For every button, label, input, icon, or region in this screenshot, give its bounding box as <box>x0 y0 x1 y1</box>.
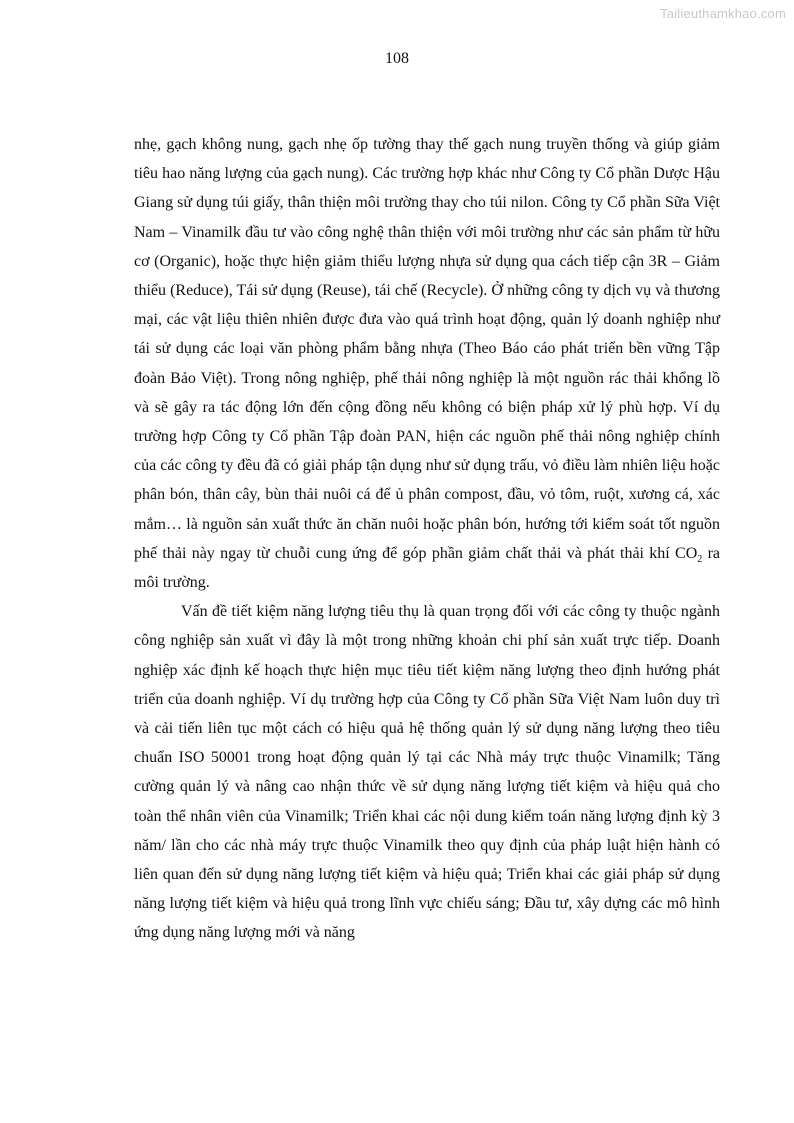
watermark: Tailieuthamkhao.com <box>660 6 786 21</box>
paragraph-1-text-end: ra môi trường. <box>134 544 720 592</box>
document-body <box>134 130 720 948</box>
co2-subscript: 2 <box>697 554 703 566</box>
paragraph-1-text: nhẹ, gạch không nung, gạch nhẹ ốp tường thay thế gạch nung truyền thống và giúp giảm tiêu hao năng lượng của gạch nung). Các trường hợp khác như Công ty Cổ phần Dược Hậu Giang sử dụng túi giấy, thân thiện môi trường thay cho túi nilon. Công ty Cổ phần Sữa Việt Nam – Vinamilk đầu tư vào công nghệ thân thiện với môi trường như các sản phẩm từ hữu cơ (Organic), hoặc thực hiện giảm thiểu lượng nhựa sử dụng qua cách tiếp cận 3R – Giảm thiểu (Reduce), Tái sử dụng (Reuse), tái chế (Recycle). Ở những công ty dịch vụ và thương mại, các vật liệu thiên nhiên được đưa vào quá trình hoạt động, quản lý doanh nghiệp như tái sử dụng các loại văn phòng phẩm bằng nhựa (Theo Báo cáo phát triển bền vững Tập đoàn Bảo Việt). Trong nông nghiệp, phế thải nông nghiệp là một nguồn rác thải khổng lồ và sẽ gây ra tác động lớn đến cộng đồng nếu không có biện pháp xử lý phù hợp. Ví dụ trường hợp Công ty Cổ phần Tập đoàn PAN, hiện các nguồn phế thải nông nghiệp chính của các công ty đều đã có giải pháp tận dụng như sử dụng trấu, vỏ điều làm nhiên liệu hoặc phân bón, thân cây, bùn thải nuôi cá để ủ phân compost, đầu, vỏ tôm, ruột, xương cá, xác mắm… là nguồn sản xuất thức ăn chăn nuôi hoặc phân bón, hướng tới kiểm soát tốt nguồn phế thải này ngay từ chuỗi cung ứng để góp phần giảm chất thải và phát thải khí CO <box>134 136 720 562</box>
page-number: 108 <box>385 50 409 67</box>
paragraph-2: Vấn đề tiết kiệm năng lượng tiêu thụ là quan trọng đối với các công ty thuộc ngành công nghiệp sản xuất vì đây là một trong những khoản chi phí sản xuất trực tiếp. Doanh nghiệp xác định kế hoạch thực hiện mục tiêu tiết kiệm năng lượng theo định hướng phát triển của doanh nghiệp. Ví dụ trường hợp của Công ty Cổ phần Sữa Việt Nam luôn duy trì và cải tiến liên tục một cách có hiệu quả hệ thống quản lý sử dụng năng lượng theo tiêu chuẩn ISO 50001 trong hoạt động quản lý tại các Nhà máy trực thuộc Vinamilk; Tăng cường quản lý và nâng cao nhận thức về sử dụng năng lượng tiết kiệm và hiệu quả cho toàn thể nhân viên của Vinamilk; Triển khai các nội dung kiểm toán năng lượng định kỳ 3 năm/ lần cho các nhà máy trực thuộc Vinamilk theo quy định của pháp luật hiện hành có liên quan đến sử dụng năng lượng tiết kiệm và hiệu quả; Triển khai các giải pháp sử dụng năng lượng tiết kiệm và hiệu quả trong lĩnh vực chiếu sáng; Đầu tư, xây dựng các mô hình ứng dụng năng lượng mới và năng <box>134 603 720 942</box>
paragraph-1 <box>134 130 720 597</box>
